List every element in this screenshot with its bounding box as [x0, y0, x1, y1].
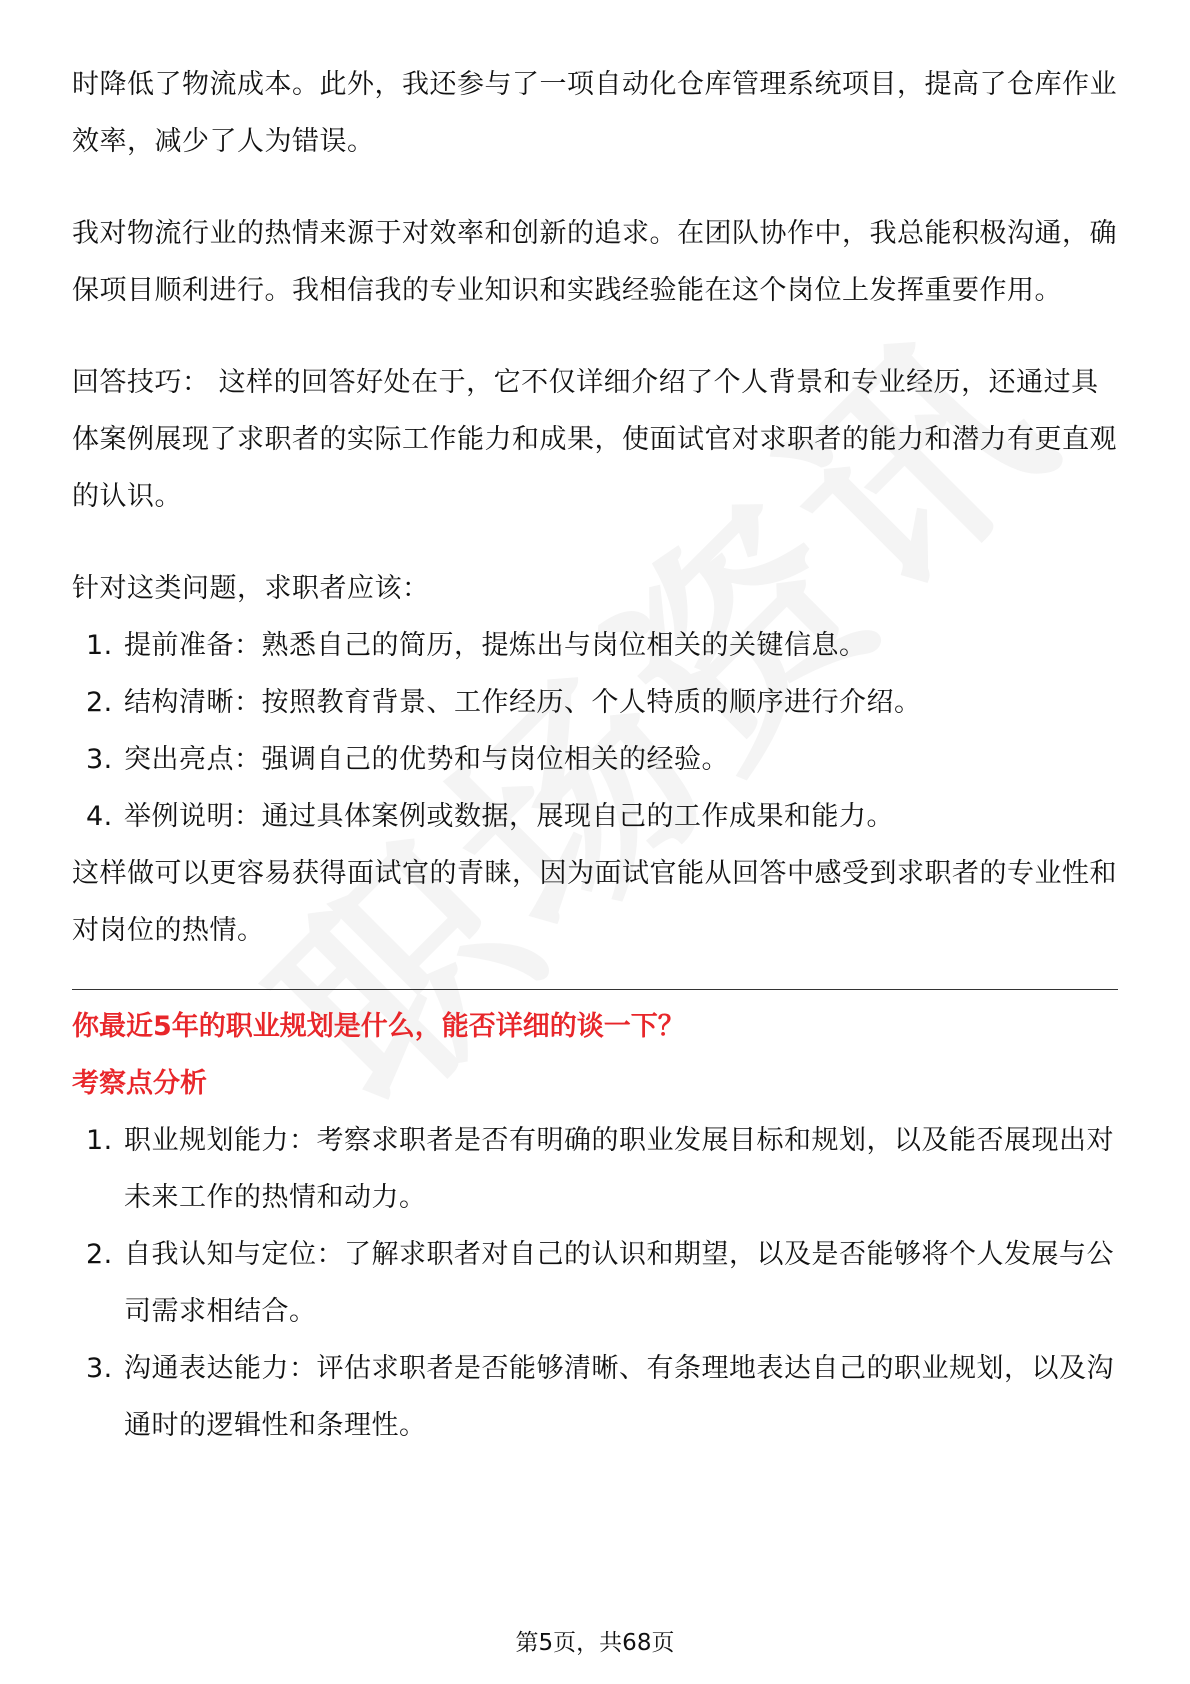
paragraph: 我对物流行业的热情来源于对效率和创新的追求。在团队协作中，我总能积极沟通，确保项目顺利进行。我相信我的专业知识和实践经验能在这个岗位上发挥重要作用。	[72, 218, 1117, 306]
list-item: 3. 突出亮点：强调自己的优势和与岗位相关的经验。	[86, 744, 729, 775]
page-number-footer: 第5页，共68页	[515, 1630, 675, 1656]
analysis-list	[72, 1112, 1118, 1454]
analysis-heading: 考察点分析	[72, 1068, 207, 1099]
answer-tips-paragraph: 回答技巧： 这样的回答好处在于，它不仅详细介绍了个人背景和专业经历，还通过具体案例展现了求职者的实际工作能力和成果，使面试官对求职者的能力和潜力有更直观的认识。	[72, 367, 1117, 512]
paragraph: 时降低了物流成本。此外，我还参与了一项自动化仓库管理系统项目，提高了仓库作业效率，减少了人为错误。	[72, 69, 1117, 157]
paragraph: 针对这类问题，求职者应该：	[72, 573, 430, 604]
list-item: 2. 自我认知与定位：了解求职者对自己的认识和期望，以及是否能够将个人发展与公司需求相结合。	[86, 1239, 1114, 1327]
list-item: 1. 提前准备：熟悉自己的简历，提炼出与岗位相关的关键信息。	[86, 630, 867, 661]
list-item: 4. 举例说明：通过具体案例或数据，展现自己的工作成果和能力。	[86, 801, 894, 832]
list-item: 1. 职业规划能力：考察求职者是否有明确的职业发展目标和规划，以及能否展现出对未来工作的热情和动力。	[86, 1125, 1114, 1213]
closing-paragraph: 这样做可以更容易获得面试官的青睐，因为面试官能从回答中感受到求职者的专业性和对岗位的热情。	[72, 858, 1117, 946]
list-item: 2. 结构清晰：按照教育背景、工作经历、个人特质的顺序进行介绍。	[86, 687, 922, 718]
question-title: 你最近5年的职业规划是什么，能否详细的谈一下？	[72, 1011, 685, 1042]
page-content	[72, 56, 1118, 1454]
tips-list	[72, 617, 1118, 845]
list-item: 3. 沟通表达能力：评估求职者是否能够清晰、有条理地表达自己的职业规划，以及沟通时的逻辑性和条理性。	[86, 1353, 1114, 1441]
section-divider	[72, 989, 1118, 990]
